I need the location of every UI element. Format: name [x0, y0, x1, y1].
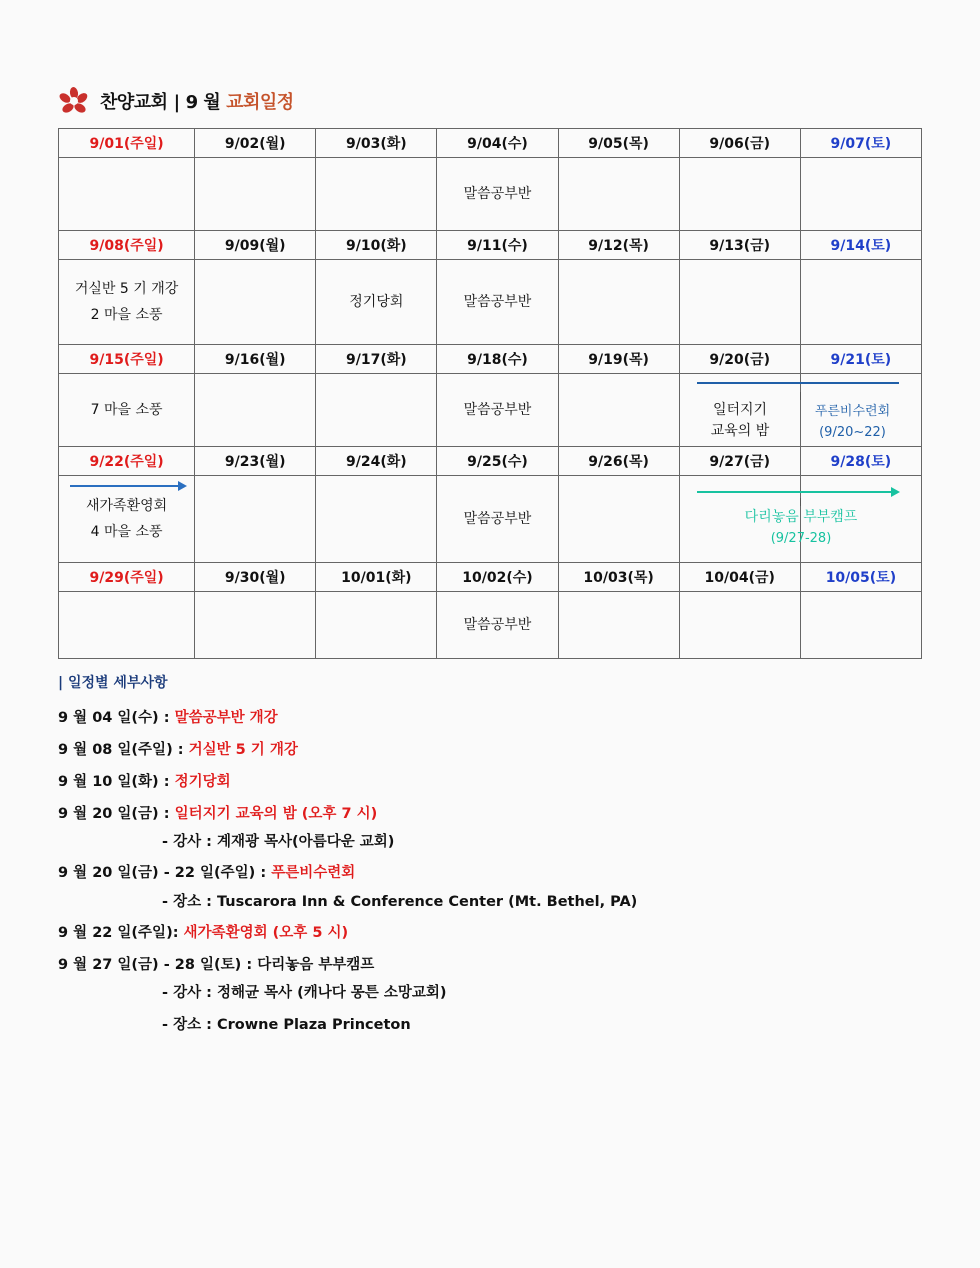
- date-label: 9/13(금): [679, 231, 800, 260]
- detail-date: 9 월 22 일(주일):: [58, 925, 184, 941]
- date-label: 9/07(토): [800, 129, 921, 158]
- date-label: 9/25(수): [437, 447, 558, 476]
- date-label: 9/09(월): [195, 231, 316, 260]
- day-cell: [437, 476, 558, 563]
- date-label: 9/02(월): [195, 129, 316, 158]
- day-cell: [316, 592, 437, 659]
- day-cell: [679, 260, 800, 345]
- detail-item: [58, 953, 374, 974]
- detail-sub: - 장소 : Crowne Plaza Princeton: [162, 1017, 411, 1033]
- detail-event: 푸른비수련회: [271, 865, 356, 881]
- date-label: 9/01(주일): [59, 129, 195, 158]
- detail-item: [58, 861, 355, 882]
- detail-date: 9 월 27 일(금) - 28 일(토) : 다리놓음 부부캠프: [58, 957, 375, 973]
- day-cell: [316, 374, 437, 447]
- date-label: 9/06(금): [679, 129, 800, 158]
- date-label: 9/08(주일): [59, 231, 195, 260]
- detail-item: [58, 770, 231, 791]
- date-label: 9/05(목): [558, 129, 679, 158]
- date-header-row: [59, 129, 922, 158]
- day-cell: [316, 476, 437, 563]
- date-label: 9/15(주일): [59, 345, 195, 374]
- date-label: 10/02(수): [437, 563, 558, 592]
- detail-sub: - 강사 : 정해균 목사 (캐나다 몽튼 소망교회): [162, 985, 447, 1001]
- day-cell: [316, 260, 437, 345]
- purity-retreat-dates: (9/20~22): [819, 425, 886, 440]
- couples-camp-label: [720, 507, 882, 549]
- day-cell: [316, 158, 437, 231]
- date-header-row: [59, 345, 922, 374]
- event-text: 거실반 5 기 개강: [74, 281, 179, 297]
- title-separator: |: [173, 92, 180, 113]
- date-label: 9/24(화): [316, 447, 437, 476]
- church-name: 찬양교회: [100, 92, 168, 113]
- date-label: 9/28(토): [800, 447, 921, 476]
- details-heading: | 일정별 세부사항: [58, 675, 168, 691]
- education-night-line2: 교육의 밤: [710, 423, 770, 439]
- day-cell: [437, 592, 558, 659]
- detail-date: 9 월 20 일(금) :: [58, 806, 175, 822]
- date-label: 9/22(주일): [59, 447, 195, 476]
- title-month: 9 월: [185, 92, 221, 113]
- detail-item: [58, 706, 278, 727]
- day-cell: [195, 158, 316, 231]
- event-row: [59, 260, 922, 345]
- detail-item: [58, 921, 348, 942]
- date-label: 10/04(금): [679, 563, 800, 592]
- day-cell: [558, 374, 679, 447]
- church-logo-icon: [58, 85, 90, 117]
- couples-camp-arrow-icon: [697, 486, 901, 498]
- day-cell: [558, 260, 679, 345]
- date-label: 9/30(월): [195, 563, 316, 592]
- page-header: [58, 84, 294, 118]
- date-label: 9/20(금): [679, 345, 800, 374]
- purity-retreat-divider: [800, 392, 801, 400]
- day-cell: [59, 592, 195, 659]
- purity-retreat-name: 푸른비수련회: [814, 404, 891, 419]
- couples-camp-divider: [800, 498, 801, 506]
- couples-camp-dates: (9/27-28): [770, 531, 832, 546]
- detail-date: 9 월 10 일(화) :: [58, 774, 175, 790]
- event-row: [59, 158, 922, 231]
- detail-sub: - 강사 : 계재광 목사(아름다운 교회): [162, 834, 395, 850]
- day-cell: [195, 374, 316, 447]
- date-label: 9/19(목): [558, 345, 679, 374]
- detail-sub: - 장소 : Tuscarora Inn & Conference Center (Mt. Bethel, PA): [162, 894, 638, 910]
- date-label: 9/18(수): [437, 345, 558, 374]
- purity-retreat-line: [697, 382, 899, 384]
- event-text: 2 마을 소풍: [90, 307, 163, 323]
- day-cell: [800, 260, 921, 345]
- welcome-arrow-icon: [70, 480, 188, 492]
- date-label: 9/17(화): [316, 345, 437, 374]
- day-cell: [558, 592, 679, 659]
- detail-date: 9 월 20 일(금) - 22 일(주일) :: [58, 865, 272, 881]
- detail-date: 9 월 04 일(수) :: [58, 710, 175, 726]
- day-cell: [195, 260, 316, 345]
- detail-event: 새가족환영회 (오후 5 시): [183, 925, 349, 941]
- detail-event: 일터지기 교육의 밤 (오후 7 시): [174, 806, 378, 822]
- date-header-row: [59, 231, 922, 260]
- date-label: 9/21(토): [800, 345, 921, 374]
- purity-retreat-label: [800, 401, 905, 443]
- day-cell: [437, 374, 558, 447]
- day-cell: [59, 158, 195, 231]
- day-cell: [800, 592, 921, 659]
- page-title: [100, 88, 294, 114]
- date-label: 9/16(월): [195, 345, 316, 374]
- detail-item: [58, 802, 377, 823]
- date-header-row: [59, 563, 922, 592]
- calendar-table: [58, 128, 922, 659]
- date-label: 9/14(토): [800, 231, 921, 260]
- event-text: 정기당회: [349, 294, 404, 310]
- education-night-label: [690, 400, 790, 442]
- date-label: 9/26(목): [558, 447, 679, 476]
- event-text: 4 마을 소풍: [90, 524, 163, 540]
- event-text: 새가족환영회: [86, 498, 168, 514]
- date-label: 10/03(목): [558, 563, 679, 592]
- date-label: 9/11(수): [437, 231, 558, 260]
- day-cell: [558, 476, 679, 563]
- day-cell: [437, 158, 558, 231]
- detail-event: 말씀공부반 개강: [174, 710, 278, 726]
- day-cell: [59, 374, 195, 447]
- schedule-details: [58, 672, 918, 1033]
- day-cell: [679, 592, 800, 659]
- day-cell: [679, 158, 800, 231]
- date-label: 9/12(목): [558, 231, 679, 260]
- event-row: [59, 374, 922, 447]
- detail-event: 거실반 5 기 개강: [188, 742, 298, 758]
- day-cell: [195, 476, 316, 563]
- date-label: 9/29(주일): [59, 563, 195, 592]
- day-cell: [437, 260, 558, 345]
- event-text: 말씀공부반: [463, 402, 532, 418]
- event-text: 말씀공부반: [463, 617, 532, 633]
- detail-event: 정기당회: [174, 774, 231, 790]
- detail-item: [58, 738, 298, 759]
- date-label: 9/03(화): [316, 129, 437, 158]
- event-text: 말씀공부반: [463, 186, 532, 202]
- event-text: 7 마을 소풍: [90, 402, 163, 418]
- couples-camp-name: 다리놓음 부부캠프: [744, 509, 858, 525]
- date-label: 10/01(화): [316, 563, 437, 592]
- date-label: 10/05(토): [800, 563, 921, 592]
- date-label: 9/10(화): [316, 231, 437, 260]
- date-label: 9/27(금): [679, 447, 800, 476]
- detail-date: 9 월 08 일(주일) :: [58, 742, 189, 758]
- event-text: 말씀공부반: [463, 294, 532, 310]
- date-header-row: [59, 447, 922, 476]
- day-cell: [59, 260, 195, 345]
- day-cell: [800, 158, 921, 231]
- education-night-line1: 일터지기: [712, 402, 768, 418]
- event-text: 말씀공부반: [463, 511, 532, 527]
- title-subtitle: 교회일정: [226, 92, 294, 113]
- date-label: 9/04(수): [437, 129, 558, 158]
- day-cell: [558, 158, 679, 231]
- date-label: 9/23(월): [195, 447, 316, 476]
- day-cell: [195, 592, 316, 659]
- event-row: [59, 592, 922, 659]
